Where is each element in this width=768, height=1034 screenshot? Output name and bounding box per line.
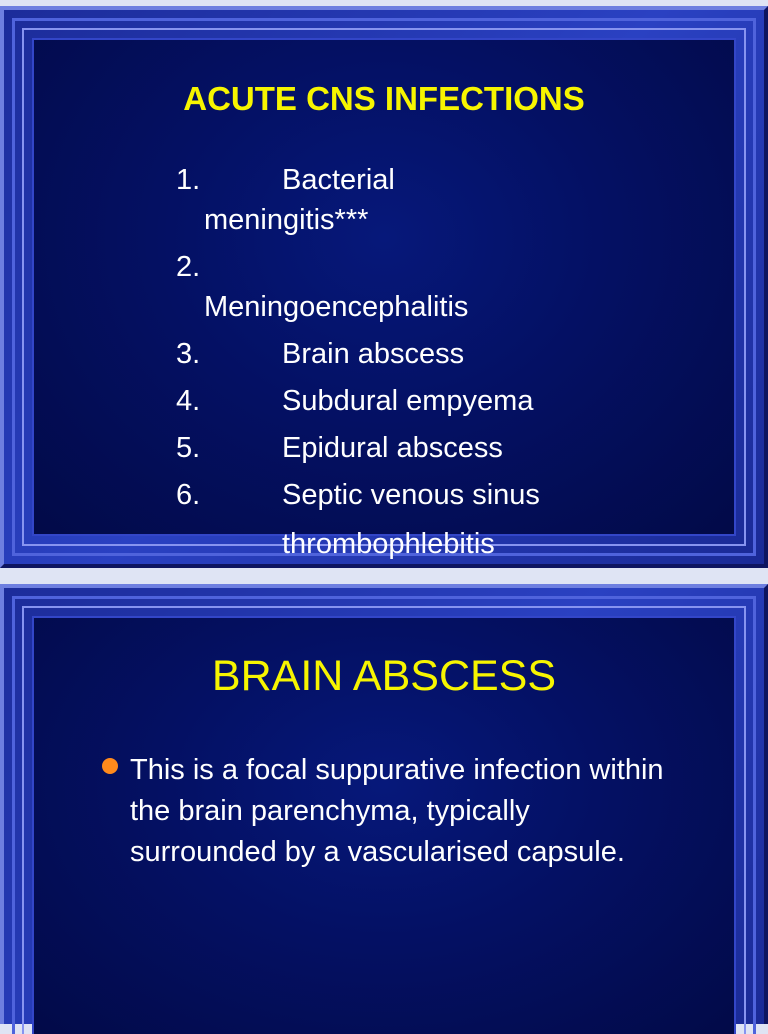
list-item-number: 1.: [176, 164, 201, 196]
infection-list: [176, 160, 596, 571]
list-item-text: Subdural empyema: [282, 385, 534, 417]
list-item-text: Septic venous sinus: [282, 479, 540, 511]
list-item-continuation: thrombophlebitis: [282, 528, 495, 560]
list-item: [176, 334, 596, 374]
list-item-number: 3.: [176, 338, 201, 370]
list-item: [176, 247, 596, 327]
list-item: [176, 381, 596, 421]
list-item-text: Epidural abscess: [282, 432, 503, 464]
slide-1-title: ACUTE CNS INFECTIONS: [183, 80, 585, 117]
list-item: [176, 160, 596, 240]
list-item-number: 4.: [176, 385, 201, 417]
list-item-text: Bacterial: [282, 164, 395, 196]
list-item-continuation: Meningoencephalitis: [204, 291, 469, 323]
list-item-text: Brain abscess: [282, 338, 465, 370]
list-item-number: 6.: [176, 479, 201, 511]
list-item-number: 5.: [176, 432, 201, 464]
list-item-continuation: meningitis***: [204, 204, 369, 236]
slide-2-title: BRAIN ABSCESS: [211, 652, 557, 700]
bullet-dot-icon: [102, 758, 118, 774]
list-item: [176, 475, 596, 564]
bullet-text: This is a focal suppurative infection within the brain parenchyma, typically surrounded by a vascularised capsule.: [130, 754, 664, 868]
list-item: [176, 428, 596, 468]
list-item-number: 2.: [176, 251, 201, 283]
